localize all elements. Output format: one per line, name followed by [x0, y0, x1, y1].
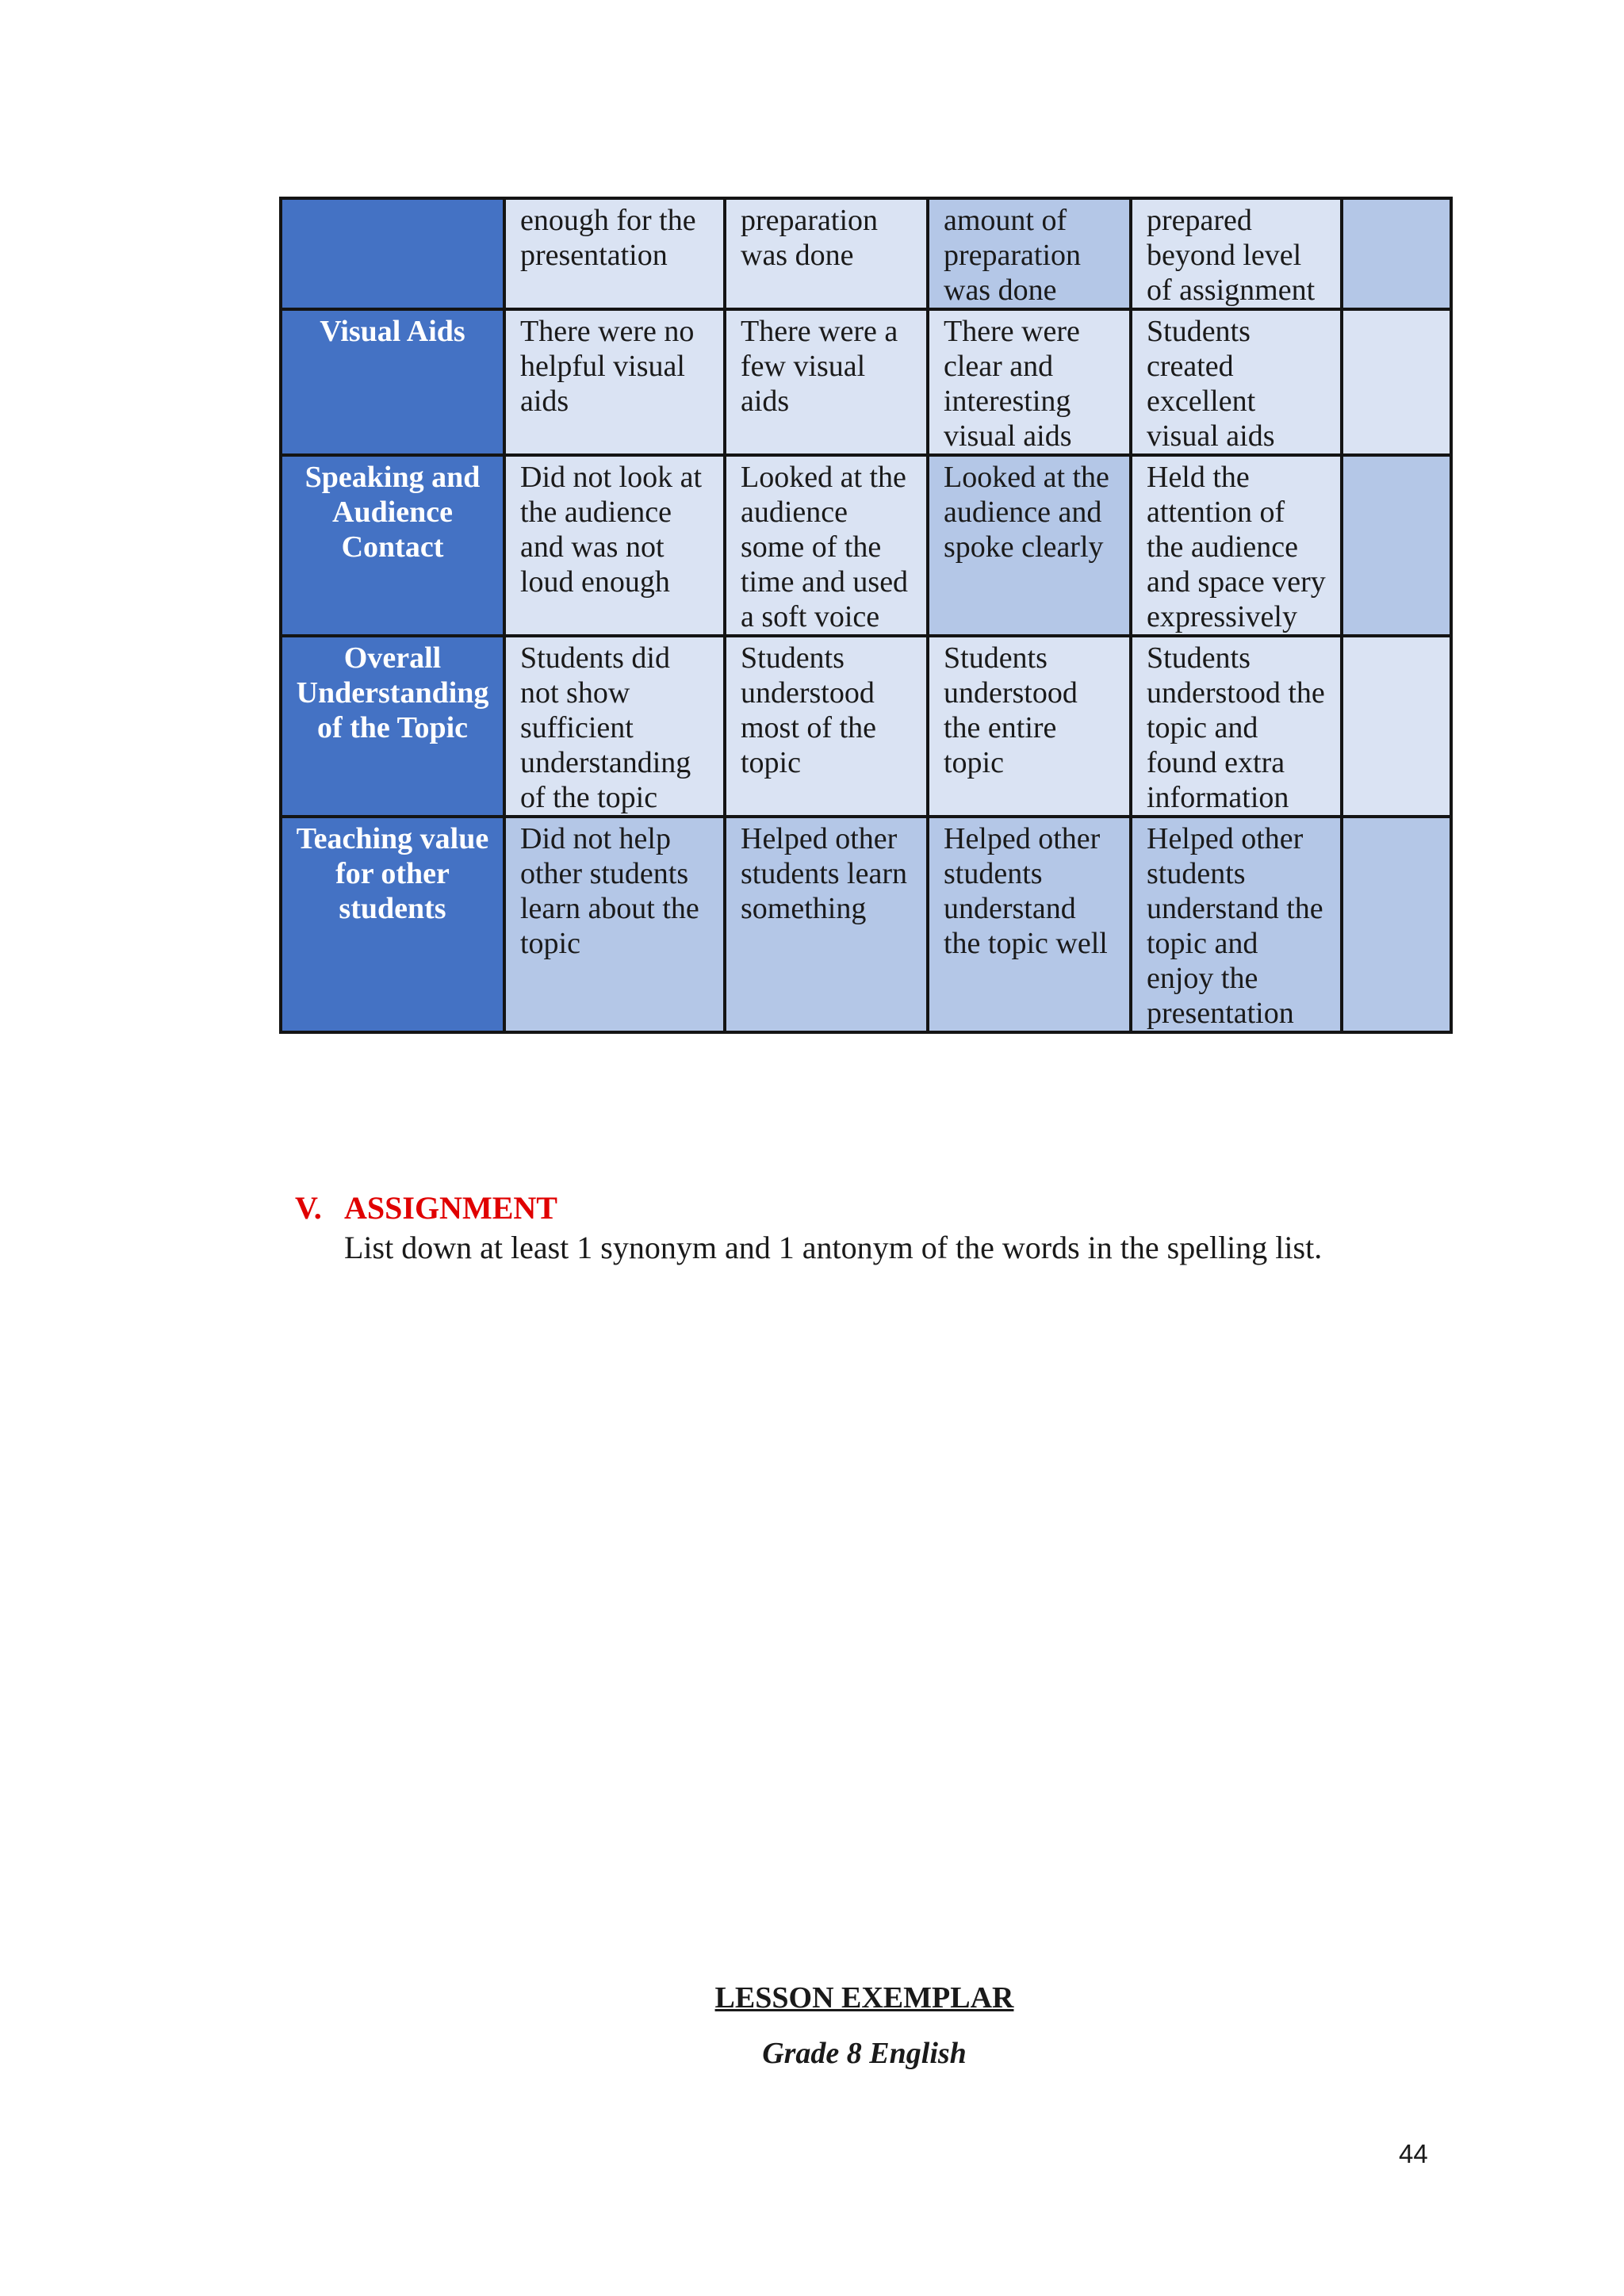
rubric-cell: Helped other students understand the topic well	[928, 817, 1131, 1032]
rubric-cell: There were a few visual aids	[725, 309, 928, 455]
rubric-table	[279, 197, 1453, 1034]
criterion-cell: Speaking and Audience Contact	[281, 455, 504, 636]
footer-subtitle: Grade 8 English	[762, 2037, 967, 2070]
rubric-cell: Looked at the audience and spoke clearly	[928, 455, 1131, 636]
criterion-cell: Overall Understanding of the Topic	[281, 636, 504, 817]
rubric-cell: Did not look at the audience and was not loud enough	[504, 455, 725, 636]
rubric-cell: enough for the presentation	[504, 198, 725, 309]
rubric-cell: Helped other students learn something	[725, 817, 928, 1032]
rubric-cell: Looked at the audience some of the time and used a soft voice	[725, 455, 928, 636]
rubric-cell: preparation was done	[725, 198, 928, 309]
rubric-row-speaking	[281, 455, 1451, 636]
rubric-row-visual-aids	[281, 309, 1451, 455]
score-cell	[1342, 817, 1451, 1032]
rubric-cell: prepared beyond level of assignment	[1131, 198, 1342, 309]
rubric-row-understanding	[281, 636, 1451, 817]
rubric-cell: Held the attention of the audience and space very expressively	[1131, 455, 1342, 636]
rubric-cell: amount of preparation was done	[928, 198, 1131, 309]
page-number: 44	[1399, 2139, 1428, 2168]
score-cell	[1342, 198, 1451, 309]
criterion-cell	[281, 198, 504, 309]
rubric-cell: There were clear and interesting visual aids	[928, 309, 1131, 455]
rubric-cell: Students understood the topic and found extra information	[1131, 636, 1342, 817]
rubric-row-preparation	[281, 198, 1451, 309]
rubric-cell: Students understood most of the topic	[725, 636, 928, 817]
rubric-cell: Students did not show sufficient understanding of the topic	[504, 636, 725, 817]
rubric-cell: Helped other students understand the topic and enjoy the presentation	[1131, 817, 1342, 1032]
score-cell	[1342, 636, 1451, 817]
score-cell	[1342, 455, 1451, 636]
section-title: ASSIGNMENT	[344, 1190, 557, 1226]
rubric-cell: There were no helpful visual aids	[504, 309, 725, 455]
assignment-instructions: List down at least 1 synonym and 1 antonym of the words in the spelling list.	[344, 1230, 1323, 1265]
rubric-cell: Students created excellent visual aids	[1131, 309, 1342, 455]
score-cell	[1342, 309, 1451, 455]
footer-title: LESSON EXEMPLAR	[714, 1981, 1014, 2015]
rubric-cell: Students understood the entire topic	[928, 636, 1131, 817]
rubric-row-teaching-value	[281, 817, 1451, 1032]
section-number: V.	[295, 1190, 322, 1226]
criterion-cell: Teaching value for other students	[281, 817, 504, 1032]
criterion-cell: Visual Aids	[281, 309, 504, 455]
rubric-cell: Did not help other students learn about the topic	[504, 817, 725, 1032]
assignment-heading	[295, 1189, 557, 1226]
